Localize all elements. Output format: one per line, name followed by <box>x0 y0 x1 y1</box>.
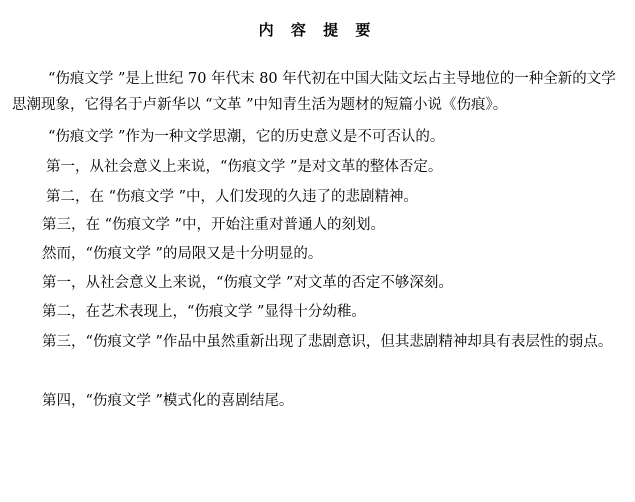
paragraph-limit-1: 第一，从社会意义上来说，“伤痕文学 ”对文革的否定不够深刻。 <box>42 275 453 291</box>
paragraph-limit-2: 第二，在艺术表现上，“伤痕文学 ”显得十分幼稚。 <box>42 304 366 320</box>
paragraph-point-2: 第二，在 “伤痕文学 ”中，人们发现的久违了的悲剧精神。 <box>46 189 419 205</box>
paragraph-point-1: 第一，从社会意义上来说，“伤痕文学 ”是对文革的整体否定。 <box>46 159 443 175</box>
paragraph-significance: “伤痕文学 ”作为一种文学思潮，它的历史意义是不可否认的。 <box>48 129 445 145</box>
document-title: 内 容 提 要 <box>258 21 377 39</box>
paragraph-limit-4: 第四，“伤痕文学 ”模式化的喜剧结尾。 <box>42 393 294 409</box>
paragraph-point-3: 第三，在 “伤痕文学 ”中，开始注重对普通人的刻划。 <box>42 217 386 233</box>
paragraph-limitation: 然而，“伤痕文学 ”的局限又是十分明显的。 <box>42 246 323 262</box>
paragraph-intro: “伤痕文学 ”是上世纪 70 年代末 80 年代初在中国大陆文坛占主导地位的一种全新的文学思潮现象，它得名于卢新华以 “文革 ”中知青生活为题材的短篇小说《伤痕》。 <box>12 71 616 113</box>
paragraph-limit-3: 第三，“伤痕文学 ”作品中虽然重新出现了悲剧意识，但其悲剧精神却具有表层性的弱点。 <box>42 334 613 350</box>
